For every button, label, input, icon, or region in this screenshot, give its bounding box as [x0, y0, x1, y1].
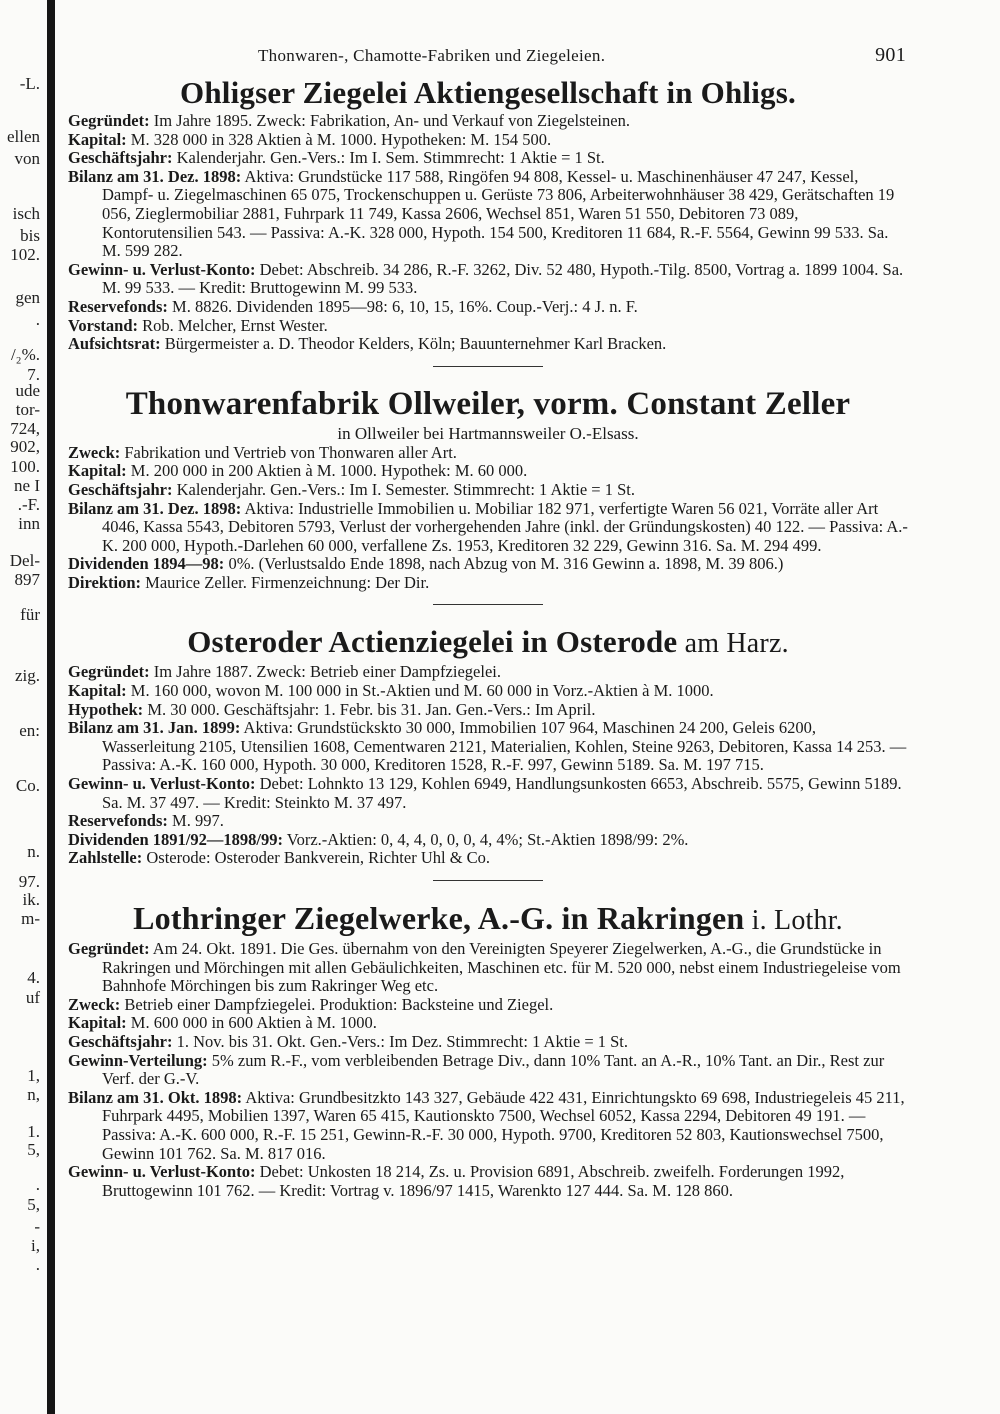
- paragraph-key: Geschäftsjahr:: [68, 479, 173, 499]
- margin-fragment: Co.: [15, 776, 40, 795]
- section-divider: [433, 604, 543, 605]
- running-header-title: Thonwaren-, Chamotte-Fabriken und Ziegeleien.: [258, 46, 606, 65]
- margin-fragment: für: [20, 605, 40, 624]
- company-entry: [68, 899, 908, 1200]
- company-title: [68, 623, 908, 663]
- entry-paragraph: [68, 775, 908, 812]
- paragraph-text: Im Jahre 1895. Zweck: Fabrikation, An- und Verkauf von Ziegelsteinen.: [149, 111, 630, 130]
- paragraph-key: Direktion:: [68, 572, 142, 592]
- paragraph-text: M. 30 000. Geschäftsjahr: 1. Febr. bis 31. Jan. Gen.-Vers.: Im April.: [143, 699, 596, 719]
- entry-paragraph: [68, 500, 908, 556]
- margin-fragment: .-F.: [17, 495, 40, 514]
- margin-fragment: uf: [25, 988, 40, 1007]
- entry-paragraph: [68, 168, 908, 261]
- margin-fragment: isch: [12, 204, 40, 223]
- company-name: Osteroder Actienziegelei in Osterode: [187, 624, 678, 660]
- company-title: [68, 74, 908, 112]
- margin-fragment: .: [35, 1255, 40, 1274]
- margin-fragment: ik.: [22, 890, 40, 909]
- company-title: [68, 385, 908, 423]
- margin-fragment: zig.: [14, 666, 40, 685]
- paragraph-key: Kapital:: [68, 461, 127, 481]
- paragraph-key: Gewinn- u. Verlust-Konto:: [68, 259, 256, 279]
- paragraph-text: Am 24. Okt. 1891. Die Ges. übernahm von den Vereinigten Speyerer Ziegelwerken, A.-G., die Grundstücke in Rakringen und Mörchingen mit allen Gebäulichkeiten, Maschinen etc. für M. 520 000, nebst einem Industriegeleise vom Bahnhofe Mörchingen bis zum Rakringer Weg etc.: [102, 939, 901, 996]
- entry-paragraph: [68, 317, 908, 336]
- entry-paragraph: [68, 481, 908, 500]
- company-location-suffix: i. Lothr.: [744, 905, 843, 936]
- paragraph-key: Gewinn-Verteilung:: [68, 1050, 208, 1070]
- margin-fragment: 724,: [10, 419, 40, 438]
- paragraph-text: Fabrikation und Vertrieb von Thonwaren aller Art.: [120, 442, 457, 462]
- entry-paragraph: [68, 555, 908, 574]
- section-divider: [433, 880, 543, 881]
- margin-fragment: 100.: [10, 457, 40, 476]
- margin-fragment: 5,: [27, 1140, 40, 1159]
- margin-fragment: n,: [27, 1085, 40, 1104]
- company-location: in Ollweiler bei Hartmannsweiler O.-Elsass.: [337, 423, 639, 443]
- paragraph-text: Aktiva: Industrielle Immobilien u. Mobiliar 182 971, verfertigte Waren 56 021, Vorräte aller Art 4046, Kassa 5543, Debitoren 5793, Verlust der vorhergehenden Jahre (inkl. der Gründungskosten) 40 122. — Passiva: A.-K. 200 000, Hypoth.-Darlehen 60 000, verfallene Zs. 1953, Kreditoren 32 229, Gewinn 316. Sa. M. 294 499.: [102, 498, 908, 555]
- company-entry: [68, 385, 908, 593]
- margin-fragment: tor-: [15, 400, 40, 419]
- paragraph-text: 1. Nov. bis 31. Okt. Gen.-Vers.: Im Dez. Stimmrecht: 1 Aktie = 1 St.: [172, 1031, 629, 1051]
- paragraph-key: Gegründet:: [68, 939, 150, 958]
- entry-paragraph: [68, 574, 908, 593]
- paragraph-key: Gegründet:: [68, 111, 150, 130]
- entry-paragraph: [68, 1033, 908, 1052]
- margin-fragment: en:: [19, 721, 40, 740]
- paragraph-key: Gewinn- u. Verlust-Konto:: [68, 1162, 256, 1182]
- entry-paragraph: [68, 996, 908, 1015]
- entry-paragraph: [68, 812, 908, 831]
- entry-body: [68, 663, 908, 868]
- company-name: Lothringer Ziegelwerke, A.-G. in Rakringen: [133, 900, 745, 936]
- margin-fragment: 7.: [27, 365, 40, 384]
- entry-paragraph: [68, 112, 908, 131]
- entry-paragraph: [68, 1014, 908, 1033]
- paragraph-key: Hypothek:: [68, 699, 144, 719]
- paragraph-key: Geschäftsjahr:: [68, 148, 173, 168]
- paragraph-text: Debet: Unkosten 18 214, Zs. u. Provision 6891, Abschreib. zweifelh. Forderungen 1992, Bruttogewinn 101 762. — Kredit: Vortrag v. 1896/97 1415, Warenkto 127 444. Sa. M. 128 860.: [102, 1162, 845, 1200]
- entry-paragraph: [68, 831, 908, 850]
- paragraph-key: Zahlstelle:: [68, 848, 143, 868]
- margin-fragment: 102.: [10, 245, 40, 264]
- paragraph-key: Gewinn- u. Verlust-Konto:: [68, 774, 256, 794]
- entry-paragraph: [68, 444, 908, 463]
- paragraph-key: Bilanz am 31. Dez. 1898:: [68, 498, 242, 518]
- entry-paragraph: [68, 131, 908, 150]
- entry-body: [68, 112, 908, 354]
- margin-fragment: bis: [20, 226, 40, 245]
- margin-fragment: 5,: [27, 1195, 40, 1214]
- margin-fragment: /₂%.: [10, 345, 40, 364]
- running-header: [68, 44, 908, 74]
- margin-fragment: 4.: [27, 968, 40, 987]
- paragraph-text: Im Jahre 1887. Zweck: Betrieb einer Dampfziegelei.: [149, 662, 501, 682]
- margin-fragment: gen: [15, 288, 40, 307]
- paragraph-text: Aktiva: Grundstücke 117 588, Ringöfen 94 808, Kessel- u. Maschinenhäuser 47 247, Kessel, Dampf- u. Ziegelmaschinen 65 075, Trockenschuppen u. Gerüste 73 806, Arbeiterwohnhäuser 38 429, Gerätschaften 19 056, Zieglermobiliar 2881, Fuhrpark 11 749, Kassa 2606, Wechsel 851, Waren 51 550, Debitoren 73 089, Kontorutensilien 543. — Passiva: A.-K. 328 000, Hypoth. 154 500, Kreditoren 11 684, R.-F. 5564, Gewinn 99 533. Sa. M. 599 282.: [102, 166, 895, 261]
- margin-fragment: .: [35, 310, 40, 329]
- entry-paragraph: [68, 719, 908, 775]
- entry-paragraph: [68, 261, 908, 298]
- paragraph-text: Maurice Zeller. Firmenzeichnung: Der Dir.: [141, 572, 430, 592]
- company-entry: [68, 623, 908, 868]
- paragraph-text: Vorz.-Aktien: 0, 4, 4, 0, 0, 0, 4, 4%; St.-Aktien 1898/99: 2%.: [282, 829, 689, 849]
- margin-fragment: 1.: [27, 1122, 40, 1141]
- paragraph-key: Dividenden 1894—98:: [68, 554, 225, 574]
- paragraph-key: Bilanz am 31. Dez. 1898:: [68, 166, 242, 186]
- paragraph-key: Gegründet:: [68, 662, 150, 682]
- paragraph-text: M. 200 000 in 200 Aktien à M. 1000. Hypothek: M. 60 000.: [126, 461, 528, 481]
- paragraph-text: M. 328 000 in 328 Aktien à M. 1000. Hypotheken: M. 154 500.: [126, 129, 552, 149]
- company-name: Ohligser Ziegelei Aktiengesellschaft in Ohligs.: [180, 75, 796, 110]
- margin-fragment: n.: [27, 842, 40, 861]
- page-number: 901: [875, 44, 906, 66]
- paragraph-key: Reservefonds:: [68, 811, 168, 831]
- margin-fragment: 897: [14, 570, 40, 589]
- margin-fragment: m-: [21, 909, 40, 928]
- entry-paragraph: [68, 149, 908, 168]
- paragraph-text: 5% zum R.-F., vom verbleibenden Betrage Div., dann 10% Tant. an A.-R., 10% Tant. an Dir., Rest zur Verf. der G.-V.: [102, 1050, 885, 1089]
- margin-fragment: inn: [18, 514, 40, 533]
- paragraph-text: Rob. Melcher, Ernst Wester.: [138, 315, 328, 335]
- margin-fragment: -L.: [19, 74, 40, 93]
- paragraph-text: Aktiva: Grundbesitzkto 143 327, Gebäude 422 431, Einrichtungskto 69 698, Industriegeleis 45 211, Fuhrpark 4495, Mobilien 1397, Waren 65 415, Kautionskto 7500, Wechsel 6052, Kassa 2294, Debitoren 49 191. — Passiva: A.-K. 600 000, R.-F. 15 251, Gewinn-R.-F. 30 000, Hypoth. 9700, Kreditoren 52 803, Kautionswechsel 7500, Gewinn 101 762. Sa. M. 817 016.: [102, 1087, 905, 1163]
- paragraph-key: Kapital:: [68, 681, 127, 701]
- margin-fragment: i,: [31, 1236, 40, 1255]
- paragraph-key: Reservefonds:: [68, 296, 168, 316]
- margin-fragment: ne I: [14, 476, 40, 495]
- entry-paragraph: [68, 335, 908, 354]
- entry-paragraph: [68, 940, 908, 996]
- company-name: Thonwarenfabrik Ollweiler, vorm. Constant Zeller: [125, 385, 851, 422]
- left-margin-bleed: [0, 0, 46, 1414]
- entry-paragraph: [68, 849, 908, 868]
- paragraph-key: Geschäftsjahr:: [68, 1031, 173, 1051]
- entry-paragraph: [68, 701, 908, 720]
- entry-paragraph: [68, 1052, 908, 1089]
- company-entries: [68, 74, 908, 1200]
- entry-paragraph: [68, 682, 908, 701]
- company-title: [68, 899, 908, 940]
- paragraph-key: Vorstand:: [68, 315, 138, 335]
- margin-fragment: 902,: [10, 437, 40, 456]
- margin-fragment: .: [35, 1175, 40, 1194]
- paragraph-key: Kapital:: [68, 129, 127, 149]
- paragraph-key: Zweck:: [68, 442, 121, 462]
- paragraph-key: Zweck:: [68, 994, 121, 1014]
- entry-paragraph: [68, 663, 908, 682]
- margin-fragment: 1,: [27, 1066, 40, 1085]
- paragraph-text: Kalenderjahr. Gen.-Vers.: Im I. Sem. Stimmrecht: 1 Aktie = 1 St.: [172, 148, 605, 168]
- paragraph-key: Bilanz am 31. Jan. 1899:: [68, 718, 241, 738]
- paragraph-text: M. 600 000 in 600 Aktien à M. 1000.: [126, 1013, 377, 1033]
- company-entry: [68, 74, 908, 354]
- paragraph-text: Debet: Abschreib. 34 286, R.-F. 3262, Div. 52 480, Hypoth.-Tilg. 8500, Vortrag a. 1899 1004. Sa. M. 99 533. — Kredit: Bruttogewinn M. 99 533.: [102, 259, 904, 298]
- paragraph-key: Dividenden 1891/92—1898/99:: [68, 829, 283, 849]
- entry-body: [68, 940, 908, 1200]
- paragraph-text: Bürgermeister a. D. Theodor Kelders, Köln; Bauunternehmer Karl Bracken.: [160, 334, 667, 354]
- entry-body: [68, 444, 908, 593]
- page-gutter-shadow: [47, 0, 55, 1414]
- paragraph-text: Kalenderjahr. Gen.-Vers.: Im I. Semester. Stimmrecht: 1 Aktie = 1 St.: [172, 479, 635, 499]
- margin-fragment: 97.: [18, 872, 40, 891]
- paragraph-text: M. 160 000, wovon M. 100 000 in St.-Aktien und M. 60 000 in Vorz.-Aktien à M. 1000.: [126, 681, 714, 701]
- paragraph-text: Osterode: Osteroder Bankverein, Richter Uhl & Co.: [142, 848, 491, 868]
- entry-paragraph: [68, 298, 908, 317]
- entry-paragraph: [68, 1089, 908, 1163]
- company-location-suffix: am Harz.: [677, 628, 789, 660]
- paragraph-key: Kapital:: [68, 1013, 127, 1033]
- margin-fragment: ude: [15, 381, 40, 400]
- paragraph-text: Debet: Lohnkto 13 129, Kohlen 6949, Handlungsunkosten 6653, Abschreib. 5575, Gewinn 5189. Sa. M. 37 497. — Kredit: Steinkto M. 37 497.: [102, 774, 902, 812]
- section-divider: [433, 366, 543, 367]
- entry-paragraph: [68, 462, 908, 481]
- document-page: [68, 44, 908, 1200]
- paragraph-text: M. 997.: [167, 811, 224, 831]
- paragraph-text: Betrieb einer Dampfziegelei. Produktion: Backsteine und Ziegel.: [120, 994, 554, 1014]
- paragraph-text: 0%. (Verlustsaldo Ende 1898, nach Abzug von M. 316 Gewinn a. 1898, M. 39 806.): [224, 554, 784, 574]
- margin-fragment: ellen: [6, 127, 40, 146]
- entry-paragraph: [68, 1163, 908, 1200]
- paragraph-key: Bilanz am 31. Okt. 1898:: [68, 1087, 243, 1107]
- margin-fragment: Del-: [9, 551, 40, 570]
- paragraph-text: Aktiva: Grundstückskto 30 000, Immobilien 107 964, Maschinen 24 200, Geleis 6200, Wasserleitung 2105, Utensilien 1608, Cementwaren 2121, Materialien, Kohlen, Steine 9263, Debitoren, Kassa 14 253. — Passiva: A.-K. 160 000, Hypoth. 30 000, Kreditoren 1528, R.-F. 997, Gewinn 5189. Sa. M. 197 715.: [102, 718, 907, 775]
- paragraph-key: Aufsichtsrat:: [68, 334, 161, 354]
- paragraph-text: M. 8826. Dividenden 1895—98: 6, 10, 15, 16%. Coup.-Verj.: 4 J. n. F.: [167, 296, 638, 316]
- margin-fragment: von: [14, 149, 40, 168]
- margin-fragment: -: [34, 1217, 40, 1236]
